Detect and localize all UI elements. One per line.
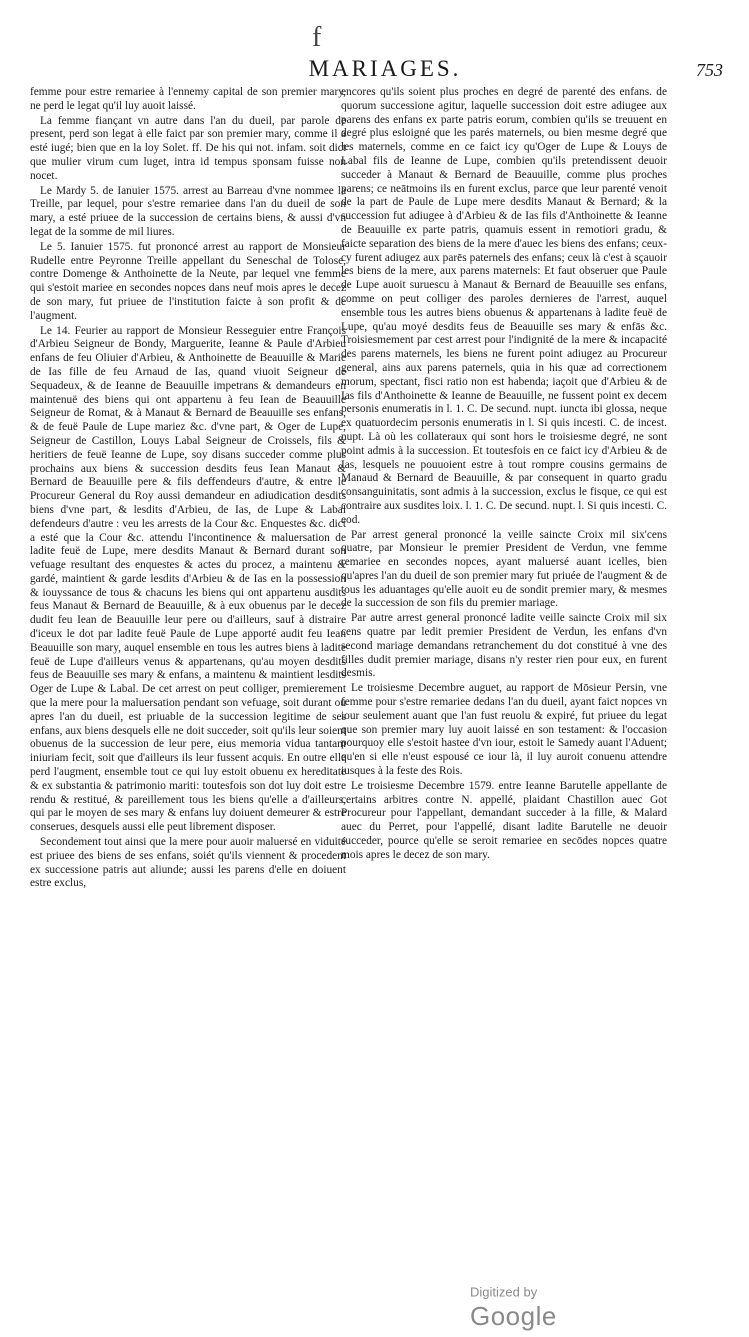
paragraph: Le 5. Ianuier 1575. fut prononcé arrest au rapport de Monsieur Rudelle entre Peyronne Treille appellant du Seneschal de Tolose, contre Domenge & Anthoinette de la Neute, par lequel vne femme qui s'estoit mariee en secondes nopces dans neuf mois apres le decez de son mary, fut priuee de l'institution faicte à son profit & de l'augment.	[30, 240, 346, 322]
paragraph: Le troisiesme Decembre 1579. entre Ieanne Barutelle appellante de certains arbitres contre N. appellé, plaidant Chastillon auec Got Procureur pour l'appellant, demandant succeder à la fille, & Malard auec du Perret, pour l'appellé, disant ladite Barutelle ne deuoir succeder, pource qu'elle se seroit remariee en secōdes nopces quatre mois apres le decez de son mary.	[341, 779, 667, 861]
digitized-by-google-watermark	[470, 1283, 620, 1332]
paragraph: Par arrest general prononcé la veille saincte Croix mil six'cens quatre, par Monsieur le premier President de Verdun, vne femme remariee en secondes nopces, ayant maluersé auant icelles, bien qu'apres l'an du dueil de son premier mary fut priuée de l'augment & de tous les aduantages qu'elle auoit eu de sondit premier mary, & mesmes de la succession de son fils du premier mariage.	[341, 528, 667, 610]
digitized-by-text: Digitized by	[470, 1284, 538, 1300]
page-mark: f	[312, 22, 322, 53]
left-column	[30, 86, 346, 892]
page-number: 753	[696, 60, 723, 80]
paragraph: La femme fiançant vn autre dans l'an du dueil, par parole de present, perd son legat à elle faict par son premier mary, comme il a esté iugé; bien que en la loy Solet. ff. De his qui not. infam. soit dict que mulier virum cum luget, intra id tempus sponsam fuisse non nocet.	[30, 114, 346, 182]
right-column	[341, 86, 667, 864]
paragraph: Secondement tout ainsi que la mere pour auoir maluersé en viduité est priuee des biens de ses enfans, soiét qu'ils viennent & procedent ex successione patris aut aliunde; aussi les parens d'elle en doiuent estre exclus,	[30, 836, 346, 890]
paragraph: Le troisiesme Decembre auguet, au rapport de Mōsieur Persin, vne femme pour s'estre remariee dedans l'an du dueil, ayant faict nopces vn iour seulement auant que l'an fust reuolu & expiré, fut priuee du legat que son premier mary luy auoit laissé en son testament: & l'occasion pourquoy elle s'estoit hastee d'vn iour, estoit le Samedy auant l'Aduent; qu'en si elle n'eust espousé ce iour là, il luy auroit conuenu attendre iusques à la feste des Rois.	[341, 682, 667, 778]
paragraph: Par autre arrest general prononcé ladite veille saincte Croix mil six cens quatre par ledit premier President de Verdun, les enfans d'vn second mariage demandans retranchement du dot constitué à vne des filles dudit premier mariage, disans n'y rester rien pour eux, en furent desmis.	[341, 612, 667, 680]
paragraph: Le 14. Feurier au rapport de Monsieur Resseguier entre François d'Arbieu Seigneur de Bondy, Marguerite, Ieanne & Paule d'Arbieu enfans de feu Oliuier d'Arbieu, & Anthoinette de Beauuille & Marie de Ias fille de feu Arnaud de Ias, quand viuoit Seigneur de Sequadeux, & de Ieanne de Beauuille impetrans & demandeurs en maintenuë des biens qui ont appartenu à feu Iean de Beauuille Seigneur de Romat, & à Manaut & Bernard de Beauuille ses enfans, & de feuë Paule de Lupe mariez &c. d'vne part, & Oger de Lupe, Seigneur de Castillon, Louys Labal Seigneur de Croissels, fils & heritiers de feuë Ieanne de Lupe, soy disans succeder comme plus prochains aux biens & succession desdits feus Iean Manaut & Bernard de Beauuille pere & fils deffendeurs d'autre, & entre le Procureur General du Roy aussi demandeur en adiudication desdits biens d'vne part, & lesdits d'Arbieu, de Ias, de Lupe & Labal defendeurs d'autre : veu les arrests de la Cour &c. Enquestes &c. dict a esté que la Cour &c. attendu l'incontinence & maluersation de ladite feuë de Lupe, mere desdits Manaut & Bernard durant son vefuage resultant des enquestes & actes du procez, a maintenu & gardé, maintient & garde lesdits d'Arbieu & de Ias en la possession & iouyssance de tous & chacuns les biens qui ont appartenu ausdits feus Manaut & Bernard de Beauuille, & à eux obuenus par le decez dudit feu Iean de Beauuille leur pere ou d'ailleurs, sauf à distraire d'iceux le dot par ladite feuë Paule de Lupe apporté audit feu Iean Beauuille son mary, auquel ensemble en tous les autres biens à ladite feuë de Lupe d'ailleurs venus & appartenans, qu'au moyen desdits feus de Beauuille ses mary & enfans, a maintenu & maintient lesdits Oger de Lupe & Labal. De cet arrest on peut colliger, premierement que la mere pour la maluersation pendant son vefuage, soit durant ou apres l'an du dueil, est priuable de la succession legitime de ses enfans, aux biens desquels elle ne doit succeder, soit qu'ils leur soient obuenus de la succession de leur pere, eius memoria vidua tantam iniuriam fecit, soit que d'ailleurs ils leur fussent acquis. En outre elle perd l'augment, ensemble tout ce qui luy estoit obuenu ex hereditate & ex substantia & patrimonio mariti: toutesfois son dot luy doit estre rendu & restitué, & pareillement tous les biens qu'elle a d'ailleurs, qui par le moyen de ses mary & enfans luy doiuent demeurer & estre conserues, desquels aussi elle peut librement disposer.	[30, 324, 346, 834]
running-header	[0, 56, 749, 86]
paragraph: encores qu'ils soient plus proches en degré de parenté des enfans. de quorum successione agitur, laquelle succession doit estre adiugee aux parens des enfans ex parte patris eorum, combien qu'ils se treuuent en degré plus esloigné que les parés maternels, ou bien mesme degré que les maternels, comme en ce faict icy qu'Oger de Lupe & Louys de Labal fils de Ieanne de Lupe, combien qu'ils pretendissent deuoir succeder à Manaut & Bernard de Beauuille, comme plus proches parens; ce neātmoins ils en furent exclus, parce que leur parenté venoit de la part de Paule de Lupe mere desdits Manaut & Bernard; & la succession fut adiugee à d'Arbieu & de Ias fils d'Anthoinette & Ieanne de Beauuille ex parte patris, quamuis essent in remotiori gradu, & faicte separation des biens de la mere d'auec les biens des enfans; ceux-cy furent adiugez aux parēs paternels des enfans; ceux là c'est à sçauoir les biens de la mere, aux parens maternels: Et faut obseruer que Paule de Lupe auoit suruescu à Manaut & Bernard de Beauuille ses enfans, comme on peut colliger des paroles dernieres de l'arrest, auquel ensemble tous les autres biens obuenus & appartenans à ladite feuë de Lupe, qu'au moyé desdits feus de Beauuille ses mary & enfās &c. Troisiesmement par cest arrest pour l'indignité de la mere & incapacité des parens maternels, les biens ne furent point adiugez au Procureur general, ains aux parens paternels, quia in his quæ ad correctionem morum, spectant, fisci ratio non est habenda; iaçoit que d'Arbieu & de Ias fils d'Anthoinette & Ieanne de Beauuille, ne fussent point ex decem personis enumeratis in l. 1. C. De secund. nupt. iuncta ibi glossa, neque ex quatuordecim personis enumeratis in l. Si quis incesti. C. de incest. nupt. Là où les collateraux qui sont hors le troisiesme degré, ne sont point admis à la succession. Et toutesfois en ce faict icy d'Arbieu & de Ias, lesquels ne pouuoient estre à tout rompre cousins germains de Manaud & Bernard de Beauuille, & par consequent in quarto gradu consanguinitatis, sont admis à la succession, exclus le fisque, ce qui est contraire aux susdites loix. l. 1. C. De secund. nupt. l. Si quis incesti. C. eod.	[341, 86, 667, 526]
google-logo: Google	[470, 1301, 557, 1331]
paragraph: Le Mardy 5. de Ianuier 1575. arrest au Barreau d'vne nommee la Treille, par lequel, pour s'estre remariee dans l'an du dueil de son mary, a esté priuee de la succession de certains biens, & aussi d'vn legat de la somme de mil liures.	[30, 184, 346, 238]
paragraph: femme pour estre remariee à l'ennemy capital de son premier mary, ne perd le legat qu'il luy auoit laissé.	[30, 86, 346, 112]
running-title: MARIAGES.	[308, 56, 462, 81]
